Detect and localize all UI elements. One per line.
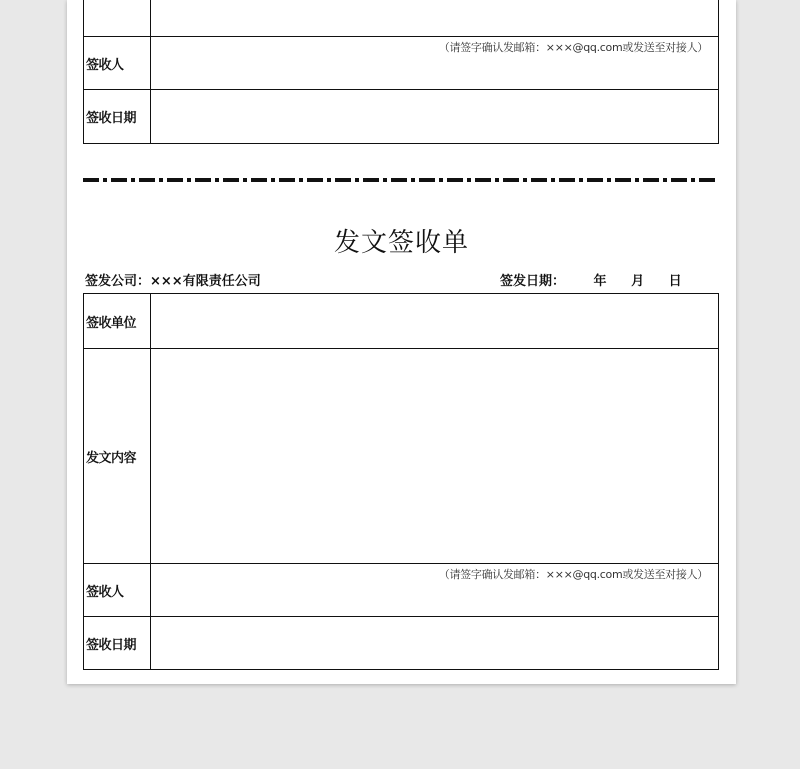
issue-date-line xyxy=(500,270,682,289)
receipt-form-table xyxy=(83,293,719,670)
top-form-content-label xyxy=(84,0,151,37)
document-page xyxy=(67,0,736,684)
receipt-date-cell[interactable] xyxy=(151,617,719,670)
issue-date-day: 日 xyxy=(668,274,682,289)
issue-date-label: 签发日期： xyxy=(500,274,566,289)
issuer-value: ×××有限责任公司 xyxy=(150,274,261,289)
issuer-line xyxy=(85,270,261,289)
receipt-date-label: 签收日期 xyxy=(84,617,151,670)
document-content-cell[interactable] xyxy=(151,349,719,564)
receiving-unit-label: 签收单位 xyxy=(84,294,151,349)
top-form-date-label: 签收日期 xyxy=(84,90,151,144)
top-form-date-cell[interactable] xyxy=(151,90,719,144)
document-content-label: 发文内容 xyxy=(84,349,151,564)
form-title: 发文签收单 xyxy=(333,228,469,258)
receiver-label: 签收人 xyxy=(84,564,151,617)
top-form-table xyxy=(83,0,719,144)
issue-date-year: 年 xyxy=(593,274,607,289)
issue-date-month: 月 xyxy=(631,274,645,289)
receiver-cell[interactable] xyxy=(151,564,719,617)
receiver-note: （请签字确认发邮箱：×××@qq.com或发送至对接人） xyxy=(438,568,708,581)
top-form-content-cell[interactable] xyxy=(151,0,719,37)
issuer-label: 签发公司： xyxy=(85,274,151,289)
top-form-receiver-cell[interactable] xyxy=(151,37,719,90)
top-form-receiver-note: （请签字确认发邮箱：×××@qq.com或发送至对接人） xyxy=(438,41,708,54)
cut-line-divider xyxy=(83,178,719,182)
receiving-unit-cell[interactable] xyxy=(151,294,719,349)
top-form-receiver-label: 签收人 xyxy=(84,37,151,90)
